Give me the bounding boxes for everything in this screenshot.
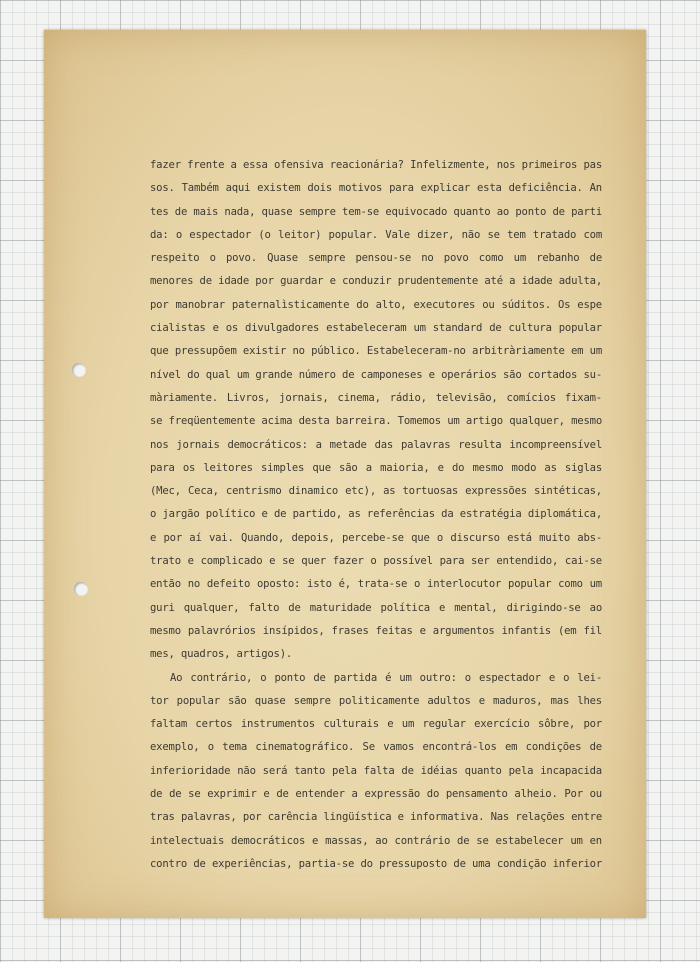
- text-line: fazer frente a essa ofensiva reacionária? Infelizmente, nos primeiros pas: [150, 159, 602, 171]
- text-line: màriamente. Livros, jornais, cinema, rádio, televisão, comícios fixam-: [150, 391, 602, 404]
- text-line: (Mec, Ceca, centrismo dinamico etc), as tortuosas expressões sintéticas,: [150, 485, 602, 498]
- text-line: tor popular são quase sempre politicamente adultos e maduros, mas lhes: [150, 694, 602, 707]
- text-line: de de se exprimir e de entender a expressão do pensamento alheio. Por ou: [150, 788, 602, 801]
- text-line: respeito o povo. Quase sempre pensou-se no povo como um rebanho de: [150, 252, 602, 265]
- text-line: sos. Também aqui existem dois motivos para explicar esta deficiência. An: [150, 182, 602, 195]
- text-line: nos jornais democráticos: a metade das palavras resulta incompreensível: [150, 438, 602, 451]
- punch-hole: [74, 582, 88, 596]
- text-line: intelectuais democráticos e massas, ao contrário de se estabelecer um en: [150, 834, 602, 847]
- text-line: Ao contrário, o ponto de partida é um outro: o espectador e o lei-: [170, 671, 602, 684]
- typed-text-body: [150, 154, 602, 876]
- text-line: nível do qual um grande número de camponeses e operários são cortados su-: [150, 368, 602, 381]
- text-line: tes de mais nada, quase sempre tem-se equivocado quanto ao ponto de parti: [150, 205, 602, 218]
- text-line: o jargão político e de partido, as referências da estratégia diplomática,: [150, 508, 602, 521]
- text-line: menores de idade por guardar e conduzir prudentemente até a idade adulta,: [150, 275, 602, 288]
- text-line: por manobrar paternalìsticamente do alto, executores ou súditos. Os espe: [150, 298, 602, 311]
- text-line: da: o espectador (o leitor) popular. Vale dizer, não se tem tratado com: [150, 228, 602, 241]
- text-line: se freqüentemente acima desta barreira. Tomemos um artigo qualquer, mesmo: [150, 415, 602, 428]
- text-line: então no defeito oposto: isto é, trata-se o interlocutor popular como um: [150, 578, 602, 591]
- text-line: cialistas e os divulgadores estabeleceram um standard de cultura popular: [150, 322, 602, 335]
- text-line: faltam certos instrumentos culturais e um regular exercício sôbre, por: [150, 718, 602, 731]
- text-line: guri qualquer, falto de maturidade política e mental, dirigindo-se ao: [150, 601, 602, 614]
- punch-hole: [72, 363, 86, 377]
- text-line: contro de experiências, partia-se do pressuposto de uma condição inferior: [150, 857, 602, 870]
- text-line: tras palavras, por carência lingüística e informativa. Nas relações entre: [150, 811, 602, 824]
- text-line: que pressupõem existir no público. Estabeleceram-no arbitràriamente em um: [150, 345, 602, 358]
- text-line: exemplo, o tema cinematográfico. Se vamos encontrá-los em condições de: [150, 741, 602, 754]
- text-line: para os leitores simples que são a maioria, e do mesmo modo as siglas: [150, 461, 602, 474]
- text-line: trato e complicado e se quer fazer o possível para ser entendido, cai-se: [150, 555, 602, 568]
- paper-sheet: [44, 30, 646, 918]
- text-line: inferioridade não será tanto pela falta de idéias quanto pela incapacida: [150, 764, 602, 777]
- text-line: mes, quadros, artigos).: [150, 648, 293, 661]
- text-line: mesmo palavrórios insípidos, frases feitas e argumentos infantis (em fil: [150, 624, 602, 637]
- text-line: e por aí vai. Quando, depois, percebe-se que o discurso está muito abs-: [150, 531, 602, 544]
